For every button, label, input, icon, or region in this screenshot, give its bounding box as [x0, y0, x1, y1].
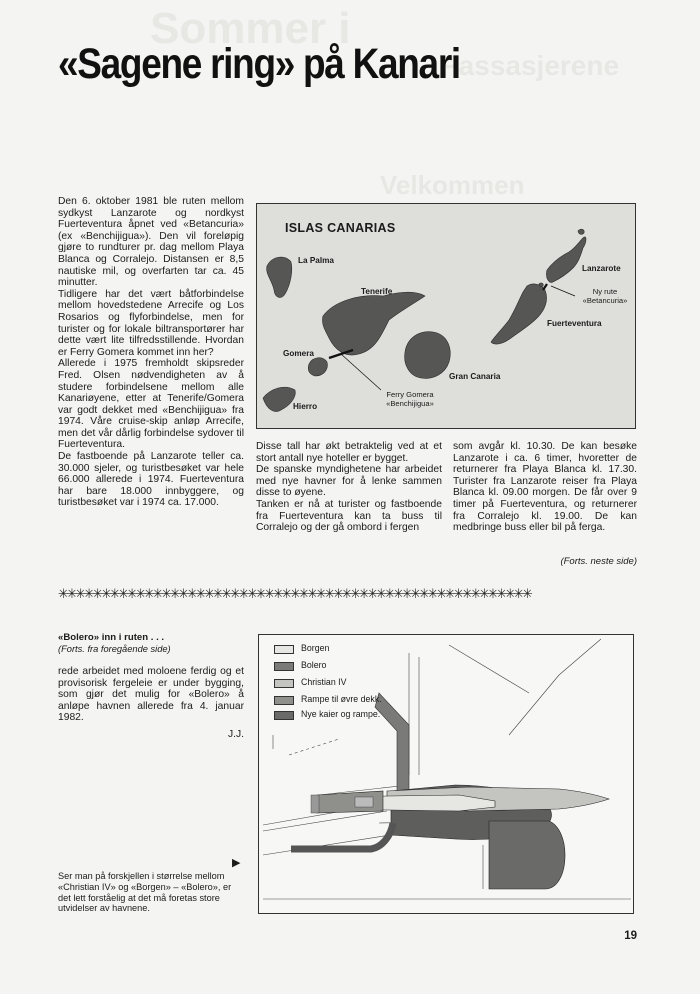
map-islands	[257, 204, 637, 430]
page-number: 19	[624, 930, 637, 942]
legend-swatch	[274, 711, 294, 720]
label-lanzarote: Lanzarote	[582, 264, 621, 273]
signature: J.J.	[227, 729, 244, 740]
bolero-heading: «Bolero» inn i ruten . . .	[58, 632, 165, 643]
hierro-island	[263, 387, 295, 411]
paragraph: Tidligere har det vært båtforbindelse mellom hovedstedene Arrecife og Los Rosarios og flyforbindelse, men for turister og for lokale biltransportører har dette vært lite tilfredsstillende. Hvordan er Ferry Gomera kommet inn her?	[58, 288, 244, 358]
label-new-route: Ny rute «Betancuria»	[582, 287, 628, 305]
show-through-text: Passasjerene	[440, 50, 620, 81]
paragraph: Tanken er nå at turister og fastboende fra Fuerteventura kan ta buss til Corralejo og der gå ombord i fergen	[256, 498, 442, 534]
legend-label: Bolero	[301, 660, 327, 670]
fuerteventura-island	[491, 284, 547, 344]
show-through-text: Sommer i	[150, 4, 351, 53]
lanzarote-island	[546, 237, 586, 282]
paragraph: Disse tall har økt betraktelig ved at et stort antall nye hoteller er bygget.	[256, 441, 442, 464]
label-fuerteventura: Fuerteventura	[547, 319, 602, 328]
paragraph: Den 6. oktober 1981 ble ruten mellom sydkyst Lanzarote og nordkyst Fuerteventura åpnet ved «Betancuria» (ex «Benchijigua»). Den vil foreløpig gjøre to rundturer pr. dag mellom Playa Blanca og Corralejo. Distansen er 8,5 nautiske mil, og overfarten tar ca. 45 minutter.	[58, 196, 244, 289]
gran-canaria-island	[405, 332, 451, 379]
canary-islands-map	[256, 203, 636, 429]
show-through-text: Velkommen	[380, 170, 525, 200]
legend-swatch	[274, 696, 294, 705]
lobos-island	[539, 283, 543, 286]
access-road	[291, 823, 393, 849]
label-ferry-gomera: Ferry Gomera «Benchijigua»	[386, 390, 434, 408]
page-title: «Sagene ring» på Kanari	[58, 40, 460, 88]
new-route-pointer	[551, 286, 575, 296]
pointer-arrow-icon: ▶	[232, 857, 241, 869]
new-route-line	[543, 284, 547, 290]
la-palma-island	[267, 257, 292, 297]
bolero-paragraph: rede arbeidet med moloene ferdig og et provisorisk fergeleie er under bygging, som gjør det mulig for «Bolero» å anløpe havnen allerede fra 4. januar 1982.	[58, 666, 244, 724]
legend-label: Borgen	[301, 643, 330, 653]
bolero-continued-note: (Forts. fra foregående side)	[58, 644, 171, 654]
label-la-palma: La Palma	[298, 256, 334, 265]
legend-label: Nye kaier og rampe.	[301, 709, 381, 719]
legend-swatch	[274, 662, 294, 671]
map-title: ISLAS CANARIAS	[285, 221, 396, 235]
article-column-1	[58, 196, 244, 509]
legend-swatch	[274, 679, 294, 688]
legend-swatch	[274, 645, 294, 654]
graciosa-island	[578, 229, 584, 234]
label-hierro: Hierro	[293, 402, 318, 411]
harbour-plan-drawing	[258, 634, 634, 914]
label-gomera: Gomera	[283, 349, 314, 358]
paragraph: De spanske myndighetene har arbeidet med nye havner for å lenke sammen disse to øyene.	[256, 464, 442, 499]
article-column-3	[453, 441, 637, 534]
legend-label: Christian IV	[301, 677, 347, 687]
figure-caption: Ser man på forskjellen i størrelse mellom «Christian IV» og «Borgen» – «Bolero», er det lett forståelig at det må foretas store utvidelser av havnene.	[58, 871, 232, 914]
paragraph: som avgår kl. 10.30. De kan besøke Lanzarote i ca. 6 timer, hvoretter de returnerer fra Playa Blanca kl. 17.30. Turister fra Lanzarote reiser fra Playa Blanca kl. 09.00 morgen. De får over 9 timer på Fuerteventura, og returnerer fra Corralejo kl. 19.00. De kan medbringe buss eller bil på ferga.	[453, 441, 637, 534]
continued-note: (Forts. neste side)	[560, 556, 637, 567]
label-gran-canaria: Gran Canaria	[449, 372, 501, 381]
legend-label: Rampe til øvre dekk.	[301, 694, 382, 704]
gomera-island	[308, 358, 327, 376]
ornamental-divider: ✳✳✳✳✳✳✳✳✳✳✳✳✳✳✳✳✳✳✳✳✳✳✳✳✳✳✳✳✳✳✳✳✳✳✳✳✳✳✳✳✳✳✳✳✳✳✳✳✳✳✳✳✳✳✳	[58, 587, 531, 601]
label-tenerife: Tenerife	[361, 287, 393, 296]
new-quay-ramp	[375, 693, 409, 791]
paragraph: Allerede i 1975 fremholdt skipsreder Fred. Olsen nødvendigheten av å studere forbindelsene mellom alle Kanariøyene, etter at Tenerife/Gomera var godt dekket med «Benchijigua» fra 1974. Våre cruise-skip anløp Arrecife, men det vår dårlig forbindelse sydover til Fuerteventura.	[58, 358, 244, 451]
article-column-2	[256, 441, 442, 534]
ferry-gomera-pointer	[341, 354, 381, 390]
new-quay	[489, 821, 565, 889]
paragraph: De fastboende på Lanzarote teller ca. 30.000 sjeler, og turistbesøket var hele 66.000 allerede i 1974. Fuerteventura har bare 18.000 innbyggere, og turistbesøket var i 1974 ca. 17.000.	[58, 451, 244, 509]
